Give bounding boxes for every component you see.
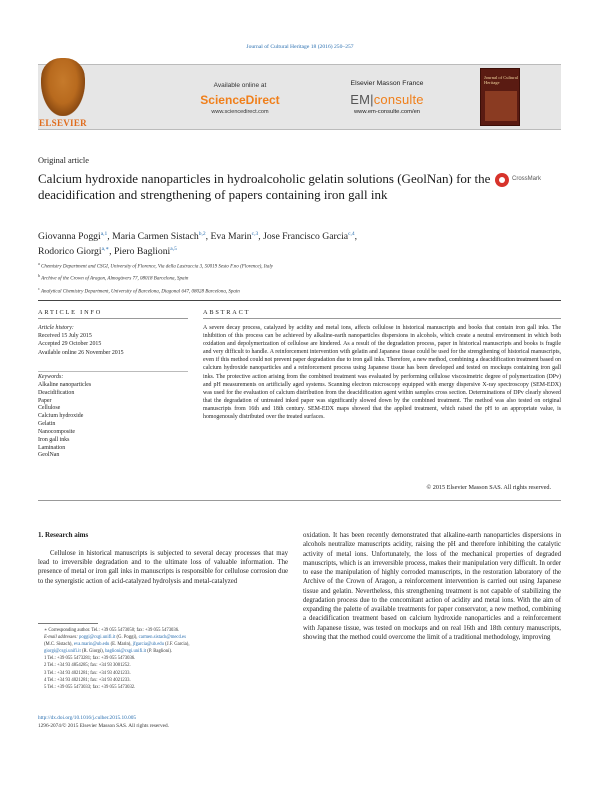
email-owner: (G. Poggi),	[116, 635, 138, 641]
email-owner: (J.F. Garcia),	[165, 642, 190, 648]
affiliation-item	[38, 285, 558, 297]
keyword-item: Gelatin	[38, 421, 56, 428]
author-affiliation-link[interactable]: b,2	[198, 231, 206, 237]
em-consulte-block[interactable]	[332, 80, 442, 115]
affiliation-marker: c	[38, 285, 40, 291]
footnote-divider	[38, 623, 98, 624]
author-affiliation-link[interactable]: c,4	[348, 231, 355, 237]
issn-copyright: 1296-2074/© 2015 Elsevier Masson SAS. All rights reserved.	[38, 723, 169, 729]
keyword-item: Iron gall inks	[38, 436, 70, 443]
email-addresses	[38, 634, 288, 655]
affiliation-text: Analytical Chemistry Department, University of Barcelona, Diagonal 647, 08028 Barcelona, Spain	[40, 289, 240, 295]
abstract-copyright: © 2015 Elsevier Masson SAS. All rights reserved.	[426, 484, 551, 491]
affiliation-marker: b	[38, 273, 40, 279]
footnote-line: 5 Tel.: +39 055 5473033; fax: +39 055 5473032.	[44, 684, 136, 690]
available-online-label: Available online at	[213, 82, 267, 89]
corresponding-author-note: ∗ Corresponding author. Tel.: +39 055 5473050; fax: +39 055 5473036.	[44, 628, 180, 633]
header-divider	[38, 300, 561, 301]
keyword-item: Nanocomposite	[38, 428, 75, 435]
article-info-divider	[38, 318, 188, 319]
doi-block	[38, 714, 288, 730]
keywords-label: Keywords:	[38, 374, 64, 380]
author-affiliation-link[interactable]: a,∗	[101, 246, 110, 253]
elsevier-wordmark: ELSEVIER	[39, 118, 87, 128]
sciencedirect-block[interactable]	[170, 82, 310, 115]
email-link[interactable]: jfgarcia@ub.edu	[132, 642, 164, 648]
publisher-name: Elsevier Masson France	[350, 80, 424, 87]
affiliation-text: Archive of the Crown of Aragon, Almogàvers 77, 08018 Barcelona, Spain	[41, 277, 189, 283]
history-accepted: Accepted 29 October 2015	[38, 341, 102, 348]
article-history	[38, 324, 188, 357]
email-owner: (M.C. Sistach),	[44, 642, 73, 648]
keyword-item: Alkaline nanoparticles	[38, 381, 92, 388]
email-link[interactable]: giorgi@csgi.unifi.it	[44, 649, 81, 655]
crossmark-icon	[495, 173, 509, 187]
keyword-item: Calcium hydroxide	[38, 413, 84, 420]
elsevier-tree-icon	[41, 58, 85, 116]
author-name: Rodorico Giorgi	[38, 246, 102, 258]
keyword-item: GeolNan	[38, 452, 60, 459]
affiliation-item	[38, 260, 558, 272]
elsevier-logo	[38, 58, 88, 132]
cover-image	[485, 91, 517, 121]
author-list: Giovanna Poggi$^{a,1}$, Maria Carmen Sistach$^{b,2}$, Eva Marin$^{c,3}$, Jose Francisco Garcia$^{c,4}$, Rodorico Giorgi$^{a,∗}$, Piero Baglioni$^{a,5}$	[38, 231, 358, 258]
email-link[interactable]: carmen.sistach@mecd.es	[138, 635, 186, 641]
doi-link[interactable]: http://dx.doi.org/10.1016/j.culher.2015.10.005	[38, 715, 137, 721]
abstract-text: A severe decay process, catalyzed by acidity and metal ions, affects cellulose in historical manuscripts and books that contain iron gall inks. The inhibition of this process can be achieved by alkaline-earth nanoparticles dispersions in alcohols, which create a neutral environment in which both oxidation and depolymerization of cellulose are hindered. As a result of the degradation process, paper in historical manuscripts and books is fragile and very difficult to handle. A reinforcement intervention with gelatin and Japanese tissue could be used for the strengthening of historical manuscripts, even if this method could not prevent paper degradation due to iron gall inks. Therefore, a new method, combining a deacidification treatment based on calcium hydroxide nanoparticles and a reinforcement process using Japanese tissue has been developed and tested on mockups containing iron gall inks. The protective action arising from the combined treatment was evaluated by performing cellulose viscosimetric degree of polymerization (DPv) and pH measurements on artificially aged systems. Scanning electron microscopy equipped with energy dispersive X-ray spectroscopy (SEM-EDX) was used for the evaluation of calcium distribution from the deacidification agent within samples cross section. Determinations of DPv clearly showed that the degradation of untreated inked paper was significantly slowed down by the combined treatment. The method was also tested on original manuscripts from 16th and 18th century. SEM-EDX maps showed that the applied treatment, which raised the pH to an appropriate value, is homogenously distributed over the treated surfaces.	[203, 325, 561, 421]
em-consulte-logo[interactable]	[332, 92, 442, 107]
author-affiliation-link[interactable]: c,3	[251, 231, 259, 237]
author-affiliation-link[interactable]: a,1	[100, 231, 108, 237]
journal-cover-thumbnail[interactable]	[480, 68, 520, 126]
footnote-line: 4 Tel.: +34 93 4021281; fax: +34 93 4021233.	[44, 677, 131, 683]
email-link[interactable]: eva.marin@ub.edu	[73, 642, 110, 648]
affiliation-marker: a	[38, 261, 40, 266]
journal-reference[interactable]: Journal of Cultural Heritage 18 (2016) 250–257	[246, 44, 354, 50]
keyword-item: Cellulose	[38, 405, 61, 412]
em-consulte-url[interactable]: www.em-consulte.com/en	[353, 109, 421, 115]
consulte-logo-part: consulte	[373, 92, 424, 107]
footnote-line: 1 Tel.: +39 055 5473281; fax: +39 055 5473036.	[44, 656, 136, 662]
body-left-column: Cellulose in historical manuscripts is subjected to several decay processes that may lead to irreversible degradation and to the ultimate loss of valuable information. The presence of metal or iron gall inks in manuscripts is responsible for cellulose corrosion due to the synergistic action of acid-catalyzed hydrolysis and metal-catalyzed	[38, 550, 288, 585]
body-right-column: oxidation. It has been recently demonstrated that alkaline-earth nanoparticles dispersions in alcohols neutralize manuscripts acidity, raising the pH and therefore inhibiting the catalytic activity of metal ions. Unfortunately, the loss of the mechanical properties of degraded manuscripts, which is an irreversible process, makes their manipulation very difficult. In order to ease the manipulation of highly corroded manuscripts, in the restoration laboratory of the Archive of the Crown of Aragon, a reinforcement intervention is carried out using Japanese tissue and gelatin. Nevertheless, this strengthening treatment is not capable of stabilizing the degradation process due to the concomitant action of acidity and metal ions. With the aim of expanding the palette of available treatments for paper conservator, a new method, combining a deacidification treatment based on calcium hydroxide nanoparticles and a reinforcement with Japanese tissue, was tested on mockups and on real 16th and 18th century manuscripts, showing that the method could overcome the limit of a traditional methodology, improving	[303, 532, 561, 641]
author-affiliation-link[interactable]: a,5	[170, 246, 177, 253]
footnote-line: 2 Tel.: +34 93 4854285; fax: +34 93 3001252.	[44, 663, 131, 669]
email-owner: (E. Marin),	[110, 642, 132, 648]
keyword-item: Deacidification	[38, 389, 75, 396]
author-name: Maria Carmen Sistach	[112, 231, 199, 243]
keywords	[38, 374, 188, 460]
article-title: Calcium hydroxide nanoparticles in hydroalcoholic gelatin solutions (GeolNan) for the deacidification and strengthening of papers containing iron gall ink	[38, 171, 491, 203]
history-received: Received 15 July 2015	[38, 333, 92, 340]
email-label: E-mail addresses:	[44, 635, 78, 641]
keyword-item: Paper	[38, 397, 52, 404]
author-name: Eva Marin	[210, 231, 252, 243]
email-owner: (R. Giorgi),	[81, 649, 104, 655]
abstract-divider	[203, 318, 561, 319]
affiliation-text: Chemistry Department and CSGI, University of Florence, Via della Lastruccia 3, 50019 Sesto F.no (Florence), Italy	[41, 264, 273, 270]
author-name: Giovanna Poggi	[38, 231, 101, 243]
author-name: Piero Baglioni	[114, 246, 171, 258]
section-heading-research-aims: 1. Research aims	[38, 531, 89, 539]
email-link[interactable]: baglioni@csgi.unifi.it	[105, 649, 147, 655]
affiliation-item	[38, 272, 558, 284]
article-type: Original article	[38, 156, 89, 165]
history-available: Available online 26 November 2015	[38, 349, 124, 356]
sciencedirect-url[interactable]: www.sciencedirect.com	[211, 109, 269, 115]
article-info-heading: ARTICLE INFO	[38, 309, 103, 316]
email-link[interactable]: poggi@csgi.unifi.it	[78, 635, 116, 641]
author-name: Jose Francisco Garcia	[263, 231, 349, 243]
keywords-divider	[38, 371, 188, 372]
cover-title: Journal of Cultural Heritage	[484, 75, 518, 86]
footnotes	[38, 627, 288, 691]
keyword-item: Lamination	[38, 444, 66, 451]
abstract-heading: ABSTRACT	[203, 309, 251, 316]
history-label: Article history:	[38, 325, 74, 331]
sciencedirect-logo[interactable]: ScienceDirect	[200, 93, 280, 107]
em-logo-part: EM|	[350, 92, 374, 107]
footnote-line: 3 Tel.: +34 93 4021281; fax: +34 93 4021233.	[44, 670, 131, 676]
email-owner: (P. Baglioni).	[147, 649, 173, 655]
abstract-bottom-divider	[38, 500, 561, 501]
affiliations	[38, 260, 558, 297]
crossmark-label: CrossMark	[512, 176, 542, 182]
crossmark-button[interactable]	[495, 172, 570, 190]
